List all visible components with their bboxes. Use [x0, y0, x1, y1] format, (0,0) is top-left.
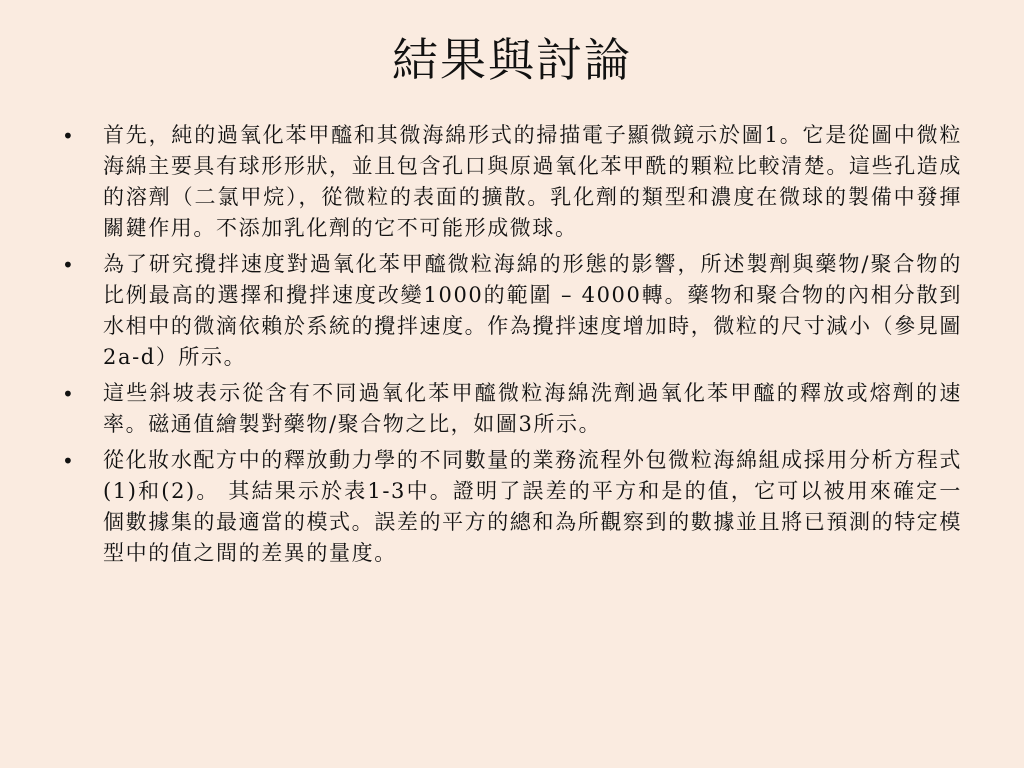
bullet-icon: •: [62, 124, 74, 148]
bullet-icon: •: [62, 449, 74, 473]
bullet-text: 從化妝水配方中的釋放動力學的不同數量的業務流程外包微粒海綿組成採用分析方程式(1)和(2)。 其結果示於表1-3中。證明了誤差的平方和是的值，它可以被用來確定一個數據集的最適當的模式。誤差的平方的總和為所觀察到的數據並且將已預測的特定模型中的值之間的差異的量度。: [103, 448, 962, 565]
bullet-item: [62, 445, 962, 569]
bullet-text: 這些斜坡表示從含有不同過氧化苯甲醯微粒海綿洗劑過氧化苯甲醯的釋放或熔劑的速率。磁通值繪製對藥物/聚合物之比，如圖3所示。: [103, 381, 962, 436]
bullet-text: 為了研究攪拌速度對過氧化苯甲醯微粒海綿的形態的影響，所述製劑與藥物/聚合物的比例最高的選擇和攪拌速度改變1000的範圍 – 4000轉。藥物和聚合物的內相分散到水相中的微滴依賴於系統的攪拌速度。作為攪拌速度增加時，微粒的尺寸減小（參見圖2a-d）所示。: [103, 252, 962, 369]
bullet-item: [62, 249, 962, 373]
bullet-icon: •: [62, 253, 74, 277]
bullet-item: [62, 378, 962, 440]
bullet-icon: •: [62, 382, 74, 406]
slide-title: 結果與討論: [392, 33, 632, 87]
bullet-list: [62, 120, 962, 574]
bullet-item: [62, 120, 962, 244]
bullet-text: 首先，純的過氧化苯甲醯和其微海綿形式的掃描電子顯微鏡示於圖1。它是從圖中微粒海綿主要具有球形形狀，並且包含孔口與原過氧化苯甲酰的顆粒比較清楚。這些孔造成的溶劑（二氯甲烷），從微粒的表面的擴散。乳化劑的類型和濃度在微球的製備中發揮關鍵作用。不添加乳化劑的它不可能形成微球。: [103, 123, 962, 240]
